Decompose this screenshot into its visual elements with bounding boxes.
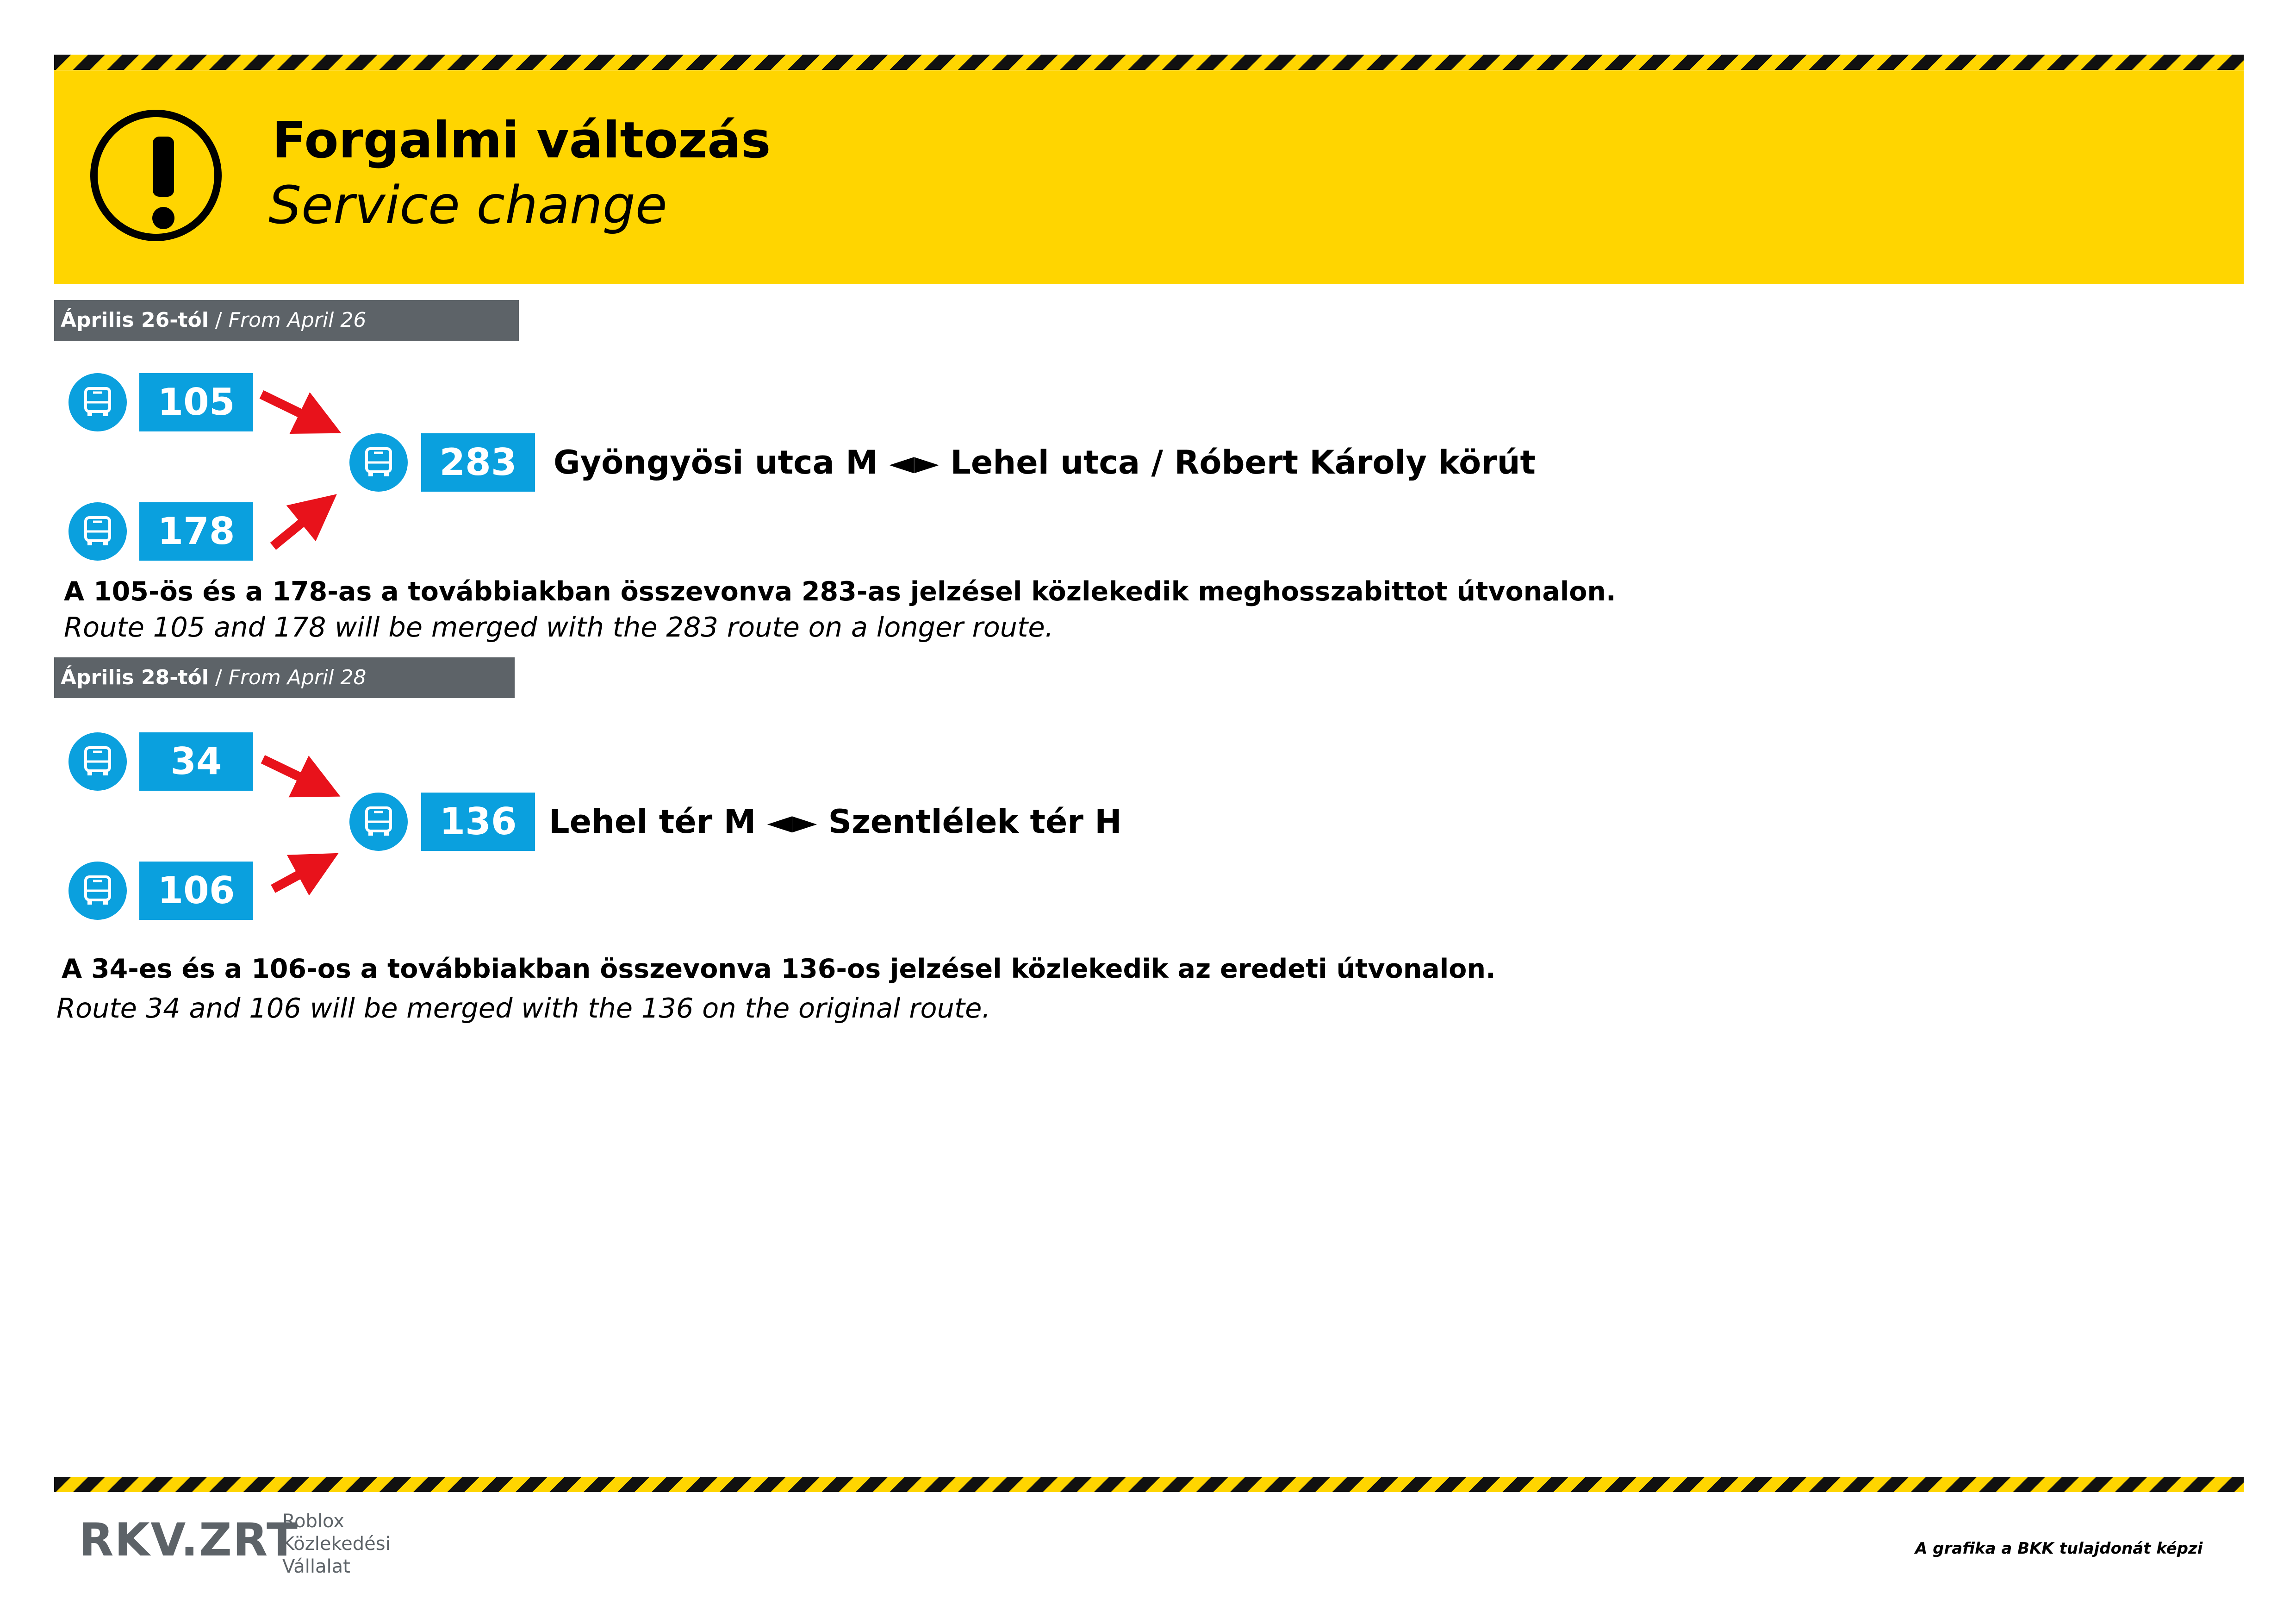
note-en: Route 105 and 178 will be merged with the 283 route on a longer route. [64, 611, 1054, 643]
logo-sub-line: Roblox [282, 1511, 344, 1532]
page-title-en: Service change [268, 175, 667, 236]
page-title-hu: Forgalmi változás [272, 112, 771, 169]
route-destination: Lehel tér M ◄► Szentlélek tér H [549, 803, 1122, 841]
date-en: From April 28 [228, 666, 367, 689]
graphic-credit: A grafika a BKK tulajdonát képzi [1915, 1539, 2203, 1558]
route-badge-old: 34 [139, 732, 253, 791]
arrow-icon [263, 759, 325, 789]
date-separator: / [208, 308, 229, 332]
route-badge-new: 283 [421, 433, 535, 492]
date-hu: Április 28-tól [61, 666, 209, 689]
route-badge-old: 178 [139, 502, 253, 561]
note-en: Route 34 and 106 will be merged with the 136 on the original route. [56, 992, 991, 1024]
note-hu: A 105-ös és a 178-as a továbbiakban összevonva 283-as jelzésel közlekedik meghosszabittot útvonalon. [64, 576, 1616, 607]
company-logo-subtitle [282, 1510, 391, 1578]
route-badge-old: 106 [139, 862, 253, 920]
arrow-icon [273, 505, 324, 546]
date-hu: Április 26-tól [61, 308, 209, 332]
route-destination: Gyöngyösi utca M ◄► Lehel utca / Róbert Károly körút [554, 443, 1536, 481]
route-badge-new: 136 [421, 793, 535, 851]
arrow-icon [261, 394, 326, 426]
bottom-hazard-stripe [54, 1477, 2244, 1492]
date-separator: / [208, 666, 229, 689]
company-logo: RKV.ZRT [79, 1514, 299, 1567]
date-en: From April 26 [228, 308, 367, 332]
logo-sub-line: Vállalat [282, 1555, 350, 1577]
arrow-icon [273, 861, 324, 889]
route-badge-old: 105 [139, 373, 253, 431]
logo-sub-line: Közlekedési [282, 1533, 391, 1555]
note-hu: A 34-es és a 106-os a továbbiakban összevonva 136-os jelzésel közlekedik az eredeti útvonalon. [62, 954, 1496, 984]
